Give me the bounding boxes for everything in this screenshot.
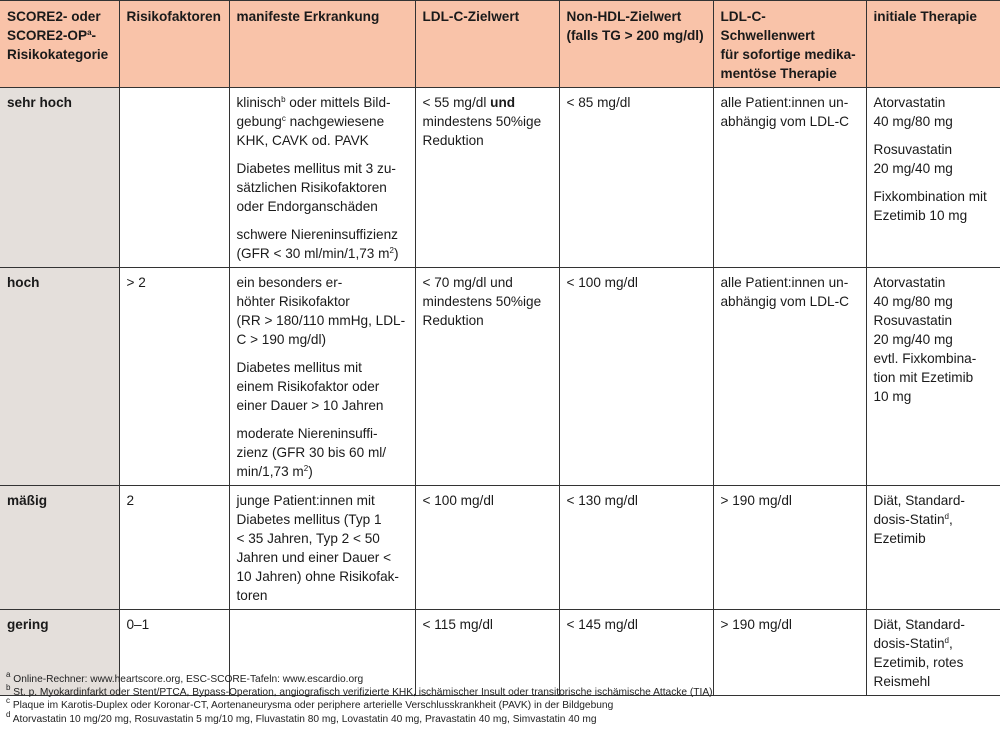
text-line: KHK, CAVK od. PAVK <box>236 133 369 148</box>
footnote: $^c$ Plaque im Karotis-Duplex oder Koronar-CT, Aortenaneurysma oder periphere arterielle Verschlusskrankheit (PAVK) in der Bildgebung <box>6 696 614 712</box>
text-line: und <box>490 95 516 110</box>
text-line: Diabetes mellitus (Typ 1 <box>236 512 382 527</box>
non-hdl-cell: < 85 mg/dl <box>559 88 713 268</box>
text-line: Fixkombination mit <box>873 189 987 204</box>
risk-factors-cell: 2 <box>119 486 229 610</box>
text-line: 10 Jahren) ohne Risikofak- <box>236 569 399 584</box>
disease-cell <box>229 88 415 268</box>
text-line: junge Patient:innen mit <box>236 493 375 508</box>
text-line: < 35 Jahren, Typ 2 < 50 <box>236 531 380 546</box>
footnote-mark: c <box>281 114 286 123</box>
text-line: dosis-Statin$^d$, <box>873 512 953 527</box>
text-line: mindestens 50%ige <box>422 114 542 129</box>
risk-factors-cell: > 2 <box>119 268 229 486</box>
risk-factors-cell: 0–1 <box>119 610 229 696</box>
superscript: 2 <box>389 246 394 255</box>
text-line: Atorvastatin <box>873 95 946 110</box>
text-line: Jahren und einer Dauer < <box>236 550 392 565</box>
text-line: für sofortige medika- <box>720 47 856 62</box>
therapy-cell <box>866 486 1000 610</box>
text-line: Atorvastatin <box>873 275 946 290</box>
therapy-option <box>874 140 994 178</box>
therapy-cell <box>866 268 1000 486</box>
footnote: $^b$ St. p. Myokardinfarkt oder Stent/PTCA, Bypass-Operation, angiografisch verifizierte KHK, ischämischer Insult oder transitorische ischämische Attacke (TIA) <box>6 683 713 699</box>
ldl-target-cell: < 115 mg/dl <box>415 610 559 696</box>
category-cell: gering <box>0 610 119 696</box>
text-line: sätzlichen Risikofaktoren <box>236 180 387 195</box>
text-line: Rosuvastatin <box>873 142 953 157</box>
superscript: d <box>6 709 11 719</box>
text-line: Diät, Standard- <box>873 493 965 508</box>
threshold-cell <box>713 88 866 268</box>
text-line: min/1,73 $m^2$) <box>236 464 313 479</box>
disease-paragraph <box>237 93 408 150</box>
therapy-option <box>874 187 994 225</box>
text-line: mindestens 50%ige <box>422 294 542 309</box>
text-line: Ezetimib <box>873 531 926 546</box>
text-line: dosis-Statin$^d$, <box>873 636 953 651</box>
header-row <box>0 1 1000 88</box>
ldl-target-cell: < 100 mg/dl <box>415 486 559 610</box>
footnote-mark: b <box>281 95 286 104</box>
text-line: manifeste Erkrankung <box>236 9 380 24</box>
text-line: einem Risikofaktor oder <box>236 379 380 394</box>
footnote: $^d$ Atorvastatin 10 mg/20 mg, Rosuvastatin 5 mg/10 mg, Fluvastatin 80 mg, Lovastatin 40 mg, Pravastatin 40 mg, Simvastatin 40 mg <box>6 709 597 725</box>
text-line: evtl. Fixkombina- <box>873 351 977 366</box>
header-risk-factors <box>119 1 229 88</box>
disease-paragraph <box>237 225 408 263</box>
category-cell: sehr hoch <box>0 88 119 268</box>
text-line: (GFR < 30 ml/min/1,73 $m^2$) <box>236 246 399 261</box>
risk-factors-cell <box>119 88 229 268</box>
header-initial-therapy <box>866 1 1000 88</box>
text-line: Non-HDL-Zielwert <box>566 9 682 24</box>
text-line: oder Endorganschäden <box>236 199 378 214</box>
disease-paragraph <box>237 159 408 216</box>
text-line: Reduktion <box>422 133 484 148</box>
ldl-target-cell <box>415 268 559 486</box>
text-line: Reduktion <box>422 313 484 328</box>
superscript: c <box>6 696 10 706</box>
text-line: ein besonders er- <box>236 275 343 290</box>
footnote-mark: a <box>87 28 92 37</box>
text-line: Diät, Standard- <box>873 617 965 632</box>
footnote-mark: d <box>944 512 949 521</box>
text-line: 20 mg/40 mg <box>873 332 953 347</box>
threshold-cell: > 190 mg/dl <box>713 486 866 610</box>
category-cell: hoch <box>0 268 119 486</box>
footnote-mark: d <box>944 636 949 645</box>
header-ldl-target <box>415 1 559 88</box>
header-ldl-threshold <box>713 1 866 88</box>
text-line: Ezetimib, rotes <box>873 655 964 670</box>
text-line: gebung$^c$ nachgewiesene <box>236 114 385 129</box>
disease-paragraph <box>237 358 408 415</box>
header-non-hdl-target <box>559 1 713 88</box>
text-line: LDL-C-Zielwert <box>422 9 520 24</box>
text-line: abhängig vom LDL-C <box>720 294 849 309</box>
table-row <box>0 88 1000 268</box>
therapy-cell <box>866 610 1000 696</box>
non-hdl-cell: < 145 mg/dl <box>559 610 713 696</box>
header-category <box>0 1 119 88</box>
text-line: schwere Niereninsuffizienz <box>236 227 398 242</box>
text-line: tion mit Ezetimib <box>873 370 974 385</box>
therapy-cell <box>866 88 1000 268</box>
text-line: Diabetes mellitus mit <box>236 360 362 375</box>
text-line: Reismehl <box>873 674 931 689</box>
text-line: einer Dauer > 10 Jahren <box>236 398 384 413</box>
text-line: moderate Niereninsuffi- <box>236 426 378 441</box>
header-text: $SCORE2-OP^a-$ <box>7 28 97 43</box>
table-row <box>0 486 1000 610</box>
disease-paragraph <box>237 424 408 481</box>
non-hdl-cell: < 130 mg/dl <box>559 486 713 610</box>
text-line: 10 mg <box>873 389 912 404</box>
text-line: klinisch$^b$ oder mittels Bild- <box>236 95 391 110</box>
text-line: höhter Risikofaktor <box>236 294 350 309</box>
text-line: Risikofaktoren <box>126 9 221 24</box>
superscript: 2 <box>303 464 309 473</box>
text-line: toren <box>236 588 268 603</box>
therapy-option <box>874 93 994 131</box>
text-line: 40 mg/80 mg <box>873 294 953 309</box>
superscript: b <box>6 683 11 693</box>
header-manifest-disease <box>229 1 415 88</box>
footnote: $^a$ Online-Rechner: www.heartscore.org, ESC-SCORE-Tafeln: www.escardio.org <box>6 670 364 685</box>
superscript: a <box>6 670 11 679</box>
text-line: < 70 mg/dl und <box>422 275 513 290</box>
table-row <box>0 268 1000 486</box>
disease-cell <box>229 486 415 610</box>
text-line: 20 mg/40 mg <box>873 161 953 176</box>
disease-paragraph <box>237 273 408 349</box>
disease-cell <box>229 268 415 486</box>
text-line: LDL-C-Schwellenwert <box>720 9 815 43</box>
text-line: Ezetimib 10 mg <box>873 208 968 223</box>
ldl-target-cell <box>415 88 559 268</box>
text-line: zienz (GFR 30 bis 60 ml/ <box>236 445 387 460</box>
footnotes <box>6 670 713 726</box>
text-line: alle Patient:innen un- <box>720 95 849 110</box>
text-line: initiale Therapie <box>873 9 977 24</box>
text-line: abhängig vom LDL-C <box>720 114 849 129</box>
non-hdl-cell: < 100 mg/dl <box>559 268 713 486</box>
text-line: Diabetes mellitus mit 3 zu- <box>236 161 396 176</box>
text-line: mentöse Therapie <box>720 66 837 81</box>
text-line: alle Patient:innen un- <box>720 275 849 290</box>
threshold-cell <box>713 268 866 486</box>
header-text: Risikokategorie <box>7 47 109 62</box>
text-line: < 55 mg/dl und <box>422 95 516 110</box>
text-line: C > 190 mg/dl) <box>236 332 327 347</box>
text-line: 40 mg/80 mg <box>873 114 953 129</box>
text-line: (falls TG > 200 mg/dl) <box>566 28 704 43</box>
threshold-cell: > 190 mg/dl <box>713 610 866 696</box>
text-line: Rosuvastatin <box>873 313 953 328</box>
header-text: SCORE2- oder <box>7 9 101 24</box>
category-cell: mäßig <box>0 486 119 610</box>
text-line: (RR > 180/110 mmHg, LDL- <box>236 313 406 328</box>
